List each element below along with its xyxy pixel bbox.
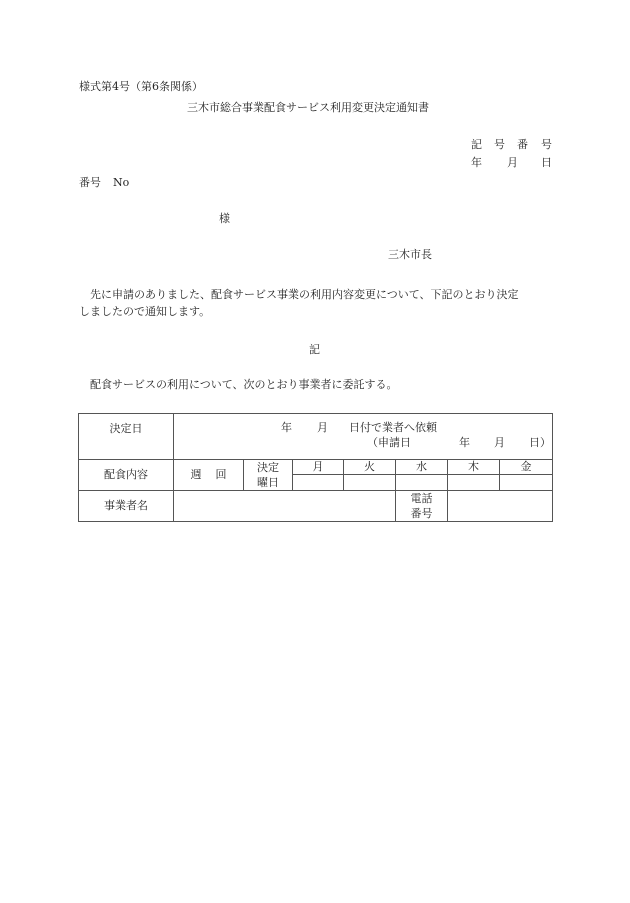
- record-label-char: 記: [471, 138, 482, 151]
- application-day-close: 日）: [529, 436, 551, 449]
- row-provider: [79, 491, 553, 522]
- day-header-wed: 水: [396, 460, 448, 475]
- addressee-honorific: 様: [219, 212, 230, 225]
- decision-request-text: 日付で業者へ依頼: [349, 421, 437, 434]
- application-date-open: （申請日: [367, 436, 411, 449]
- row-meal-content-top: [79, 460, 553, 475]
- application-year-label: 年: [459, 436, 470, 449]
- record-label-char: 号: [541, 138, 552, 151]
- decision-date-label: 決定日: [79, 414, 174, 460]
- decision-year-label: 年: [281, 421, 292, 434]
- issuer-name: 三木市長: [388, 248, 432, 261]
- decided-weekday-label: [244, 460, 293, 491]
- meal-content-label: 配食内容: [79, 460, 174, 491]
- day-header-mon: 月: [293, 460, 344, 475]
- day-value-wed[interactable]: [396, 475, 448, 491]
- document-title: 三木市総合事業配食サービス利用変更決定通知書: [187, 101, 429, 114]
- phone-number-value[interactable]: [448, 491, 553, 522]
- provider-name-value[interactable]: [174, 491, 396, 522]
- day-header-thu: 木: [448, 460, 500, 475]
- day-header-tue: 火: [344, 460, 396, 475]
- date-year-label: 年: [471, 156, 482, 169]
- body-paragraph-line2: しましたので通知します。: [79, 305, 211, 318]
- times-label: 回: [215, 468, 227, 481]
- ki-heading: 記: [309, 343, 320, 356]
- number-label: 番号: [79, 176, 101, 189]
- date-day-label: 日: [541, 156, 552, 169]
- body-paragraph-line1: 先に申請のありました、配食サービス事業の利用内容変更について、下記のとおり決定: [90, 288, 519, 301]
- provider-name-label: 事業者名: [79, 491, 174, 522]
- week-label: 週: [190, 468, 202, 481]
- date-month-label: 月: [507, 156, 518, 169]
- decision-date-value: [174, 414, 553, 460]
- phone-label-line2: 番号: [410, 507, 433, 520]
- decision-table: [78, 413, 553, 522]
- number-value: No: [113, 176, 130, 189]
- day-value-fri[interactable]: [500, 475, 553, 491]
- day-value-tue[interactable]: [344, 475, 396, 491]
- record-label-char: 号: [494, 138, 505, 151]
- decision-month-label: 月: [317, 421, 328, 434]
- record-label-char: 番: [517, 138, 528, 151]
- day-value-thu[interactable]: [448, 475, 500, 491]
- decided-label-line2: 曜日: [257, 476, 279, 489]
- decided-label-line1: 決定: [257, 461, 279, 474]
- day-header-fri: 金: [500, 460, 553, 475]
- frequency-cell: [174, 460, 244, 491]
- day-value-mon[interactable]: [293, 475, 344, 491]
- instruction-text: 配食サービスの利用について、次のとおり事業者に委託する。: [90, 378, 398, 391]
- phone-label-line1: 電話: [410, 492, 433, 505]
- row-decision-date: [79, 414, 553, 460]
- application-month-label: 月: [494, 436, 505, 449]
- form-number: 様式第4号（第6条関係）: [79, 80, 203, 93]
- phone-number-label: [396, 491, 448, 522]
